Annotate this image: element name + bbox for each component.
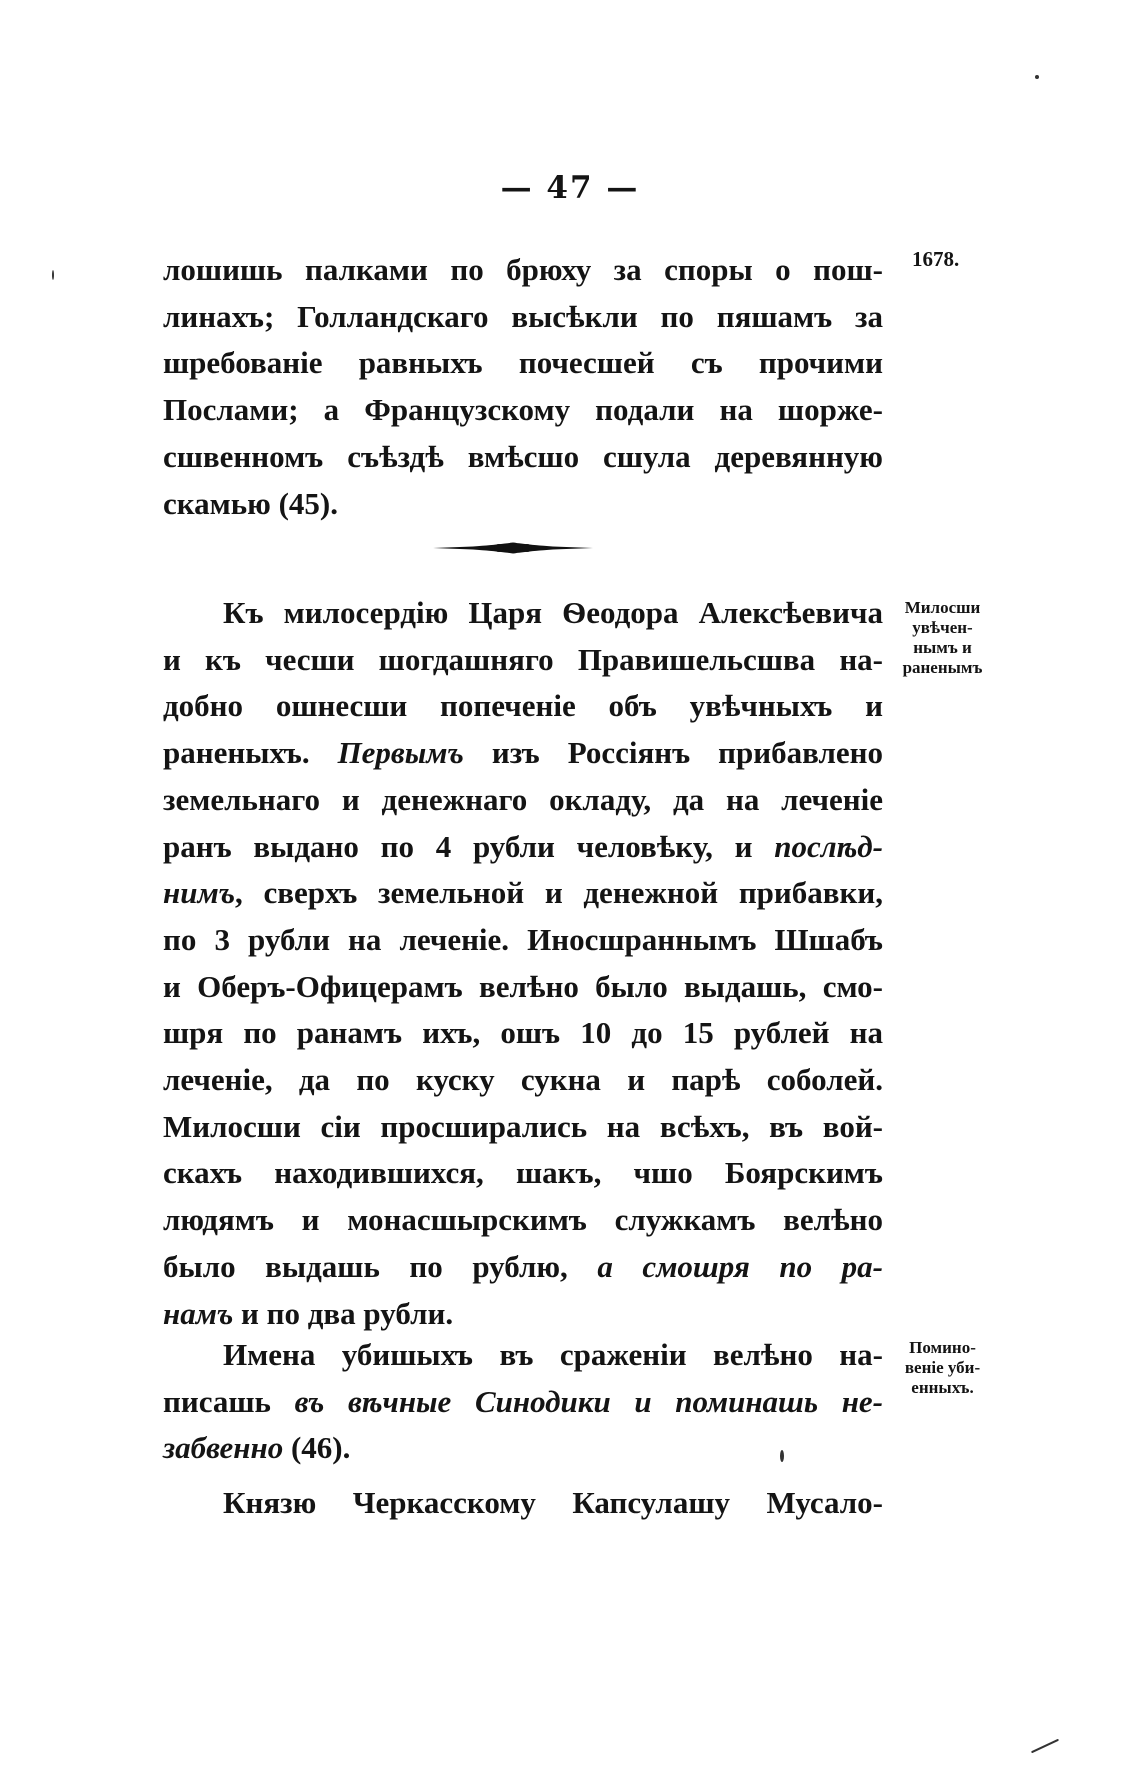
text-line: шребованіе равныхъ почесшей съ прочими (163, 345, 883, 381)
text-span: было выдашь по рублю, (163, 1248, 598, 1284)
paragraph-4 (163, 1480, 883, 1527)
text-line: лошишь палками по брюху за споры о пош- (163, 252, 883, 287)
text-line: по 3 рубли на леченіе. Иносшраннымъ Шшабъ (163, 921, 883, 957)
italic-span: Первымъ (337, 735, 464, 771)
text-line: скамью (45). (163, 485, 338, 521)
text-line: людямъ и монасшырскимъ служкамъ велѣно (163, 1202, 883, 1238)
margin-note-commemoration (895, 1338, 990, 1398)
text-line: линахъ; Голландскаго высѣкли по пяшамъ за (163, 298, 883, 334)
page-number: — 47 — (500, 170, 640, 206)
text-line (163, 1379, 883, 1426)
text-span: и по два рубли. (233, 1295, 454, 1331)
paragraph-2 (163, 590, 883, 1337)
paragraph-1 (163, 247, 883, 527)
scan-speck (52, 270, 54, 280)
text-span: раненыхъ. (163, 735, 338, 771)
text-line: Имена убишыхъ въ сраженіи велѣно на- (223, 1337, 883, 1372)
paragraph-3 (163, 1332, 883, 1472)
text-line: шря по ранамъ ихъ, ошъ 10 до 15 рублей на (163, 1015, 883, 1051)
text-span: , сверхъ земельной и денежной прибавки, (235, 875, 883, 911)
scan-speck (1031, 1739, 1059, 1753)
text-line (163, 1291, 883, 1338)
italic-span: нимъ (163, 875, 236, 911)
italic-span: въ вѣчные Синодики и поминашь не- (294, 1383, 883, 1419)
text-line (163, 1244, 883, 1291)
italic-span: намъ (163, 1295, 234, 1331)
margin-note-line: Поминo- (909, 1338, 976, 1357)
text-span: писашь (163, 1383, 295, 1419)
text-line: и Оберъ-Офицерамъ велѣно было выдашь, смо- (163, 968, 883, 1004)
text-line (163, 730, 883, 777)
italic-span: а смошря по ра- (597, 1248, 883, 1284)
ornament-divider (433, 541, 593, 555)
text-line: Князю Черкасскому Капсулашу Мусало- (223, 1485, 883, 1520)
text-line: земельнаго и денежнаго окладу, да на леченіе (163, 781, 883, 817)
text-line: скахъ находившихся, шакъ, чшо Боярскимъ (163, 1155, 883, 1191)
italic-span: забвенно (163, 1430, 284, 1466)
text-line: леченіе, да по куску сукна и парѣ соболей. (163, 1062, 883, 1098)
text-line (163, 824, 883, 871)
text-span: ранъ выдано по 4 рубли человѣку, и (163, 828, 775, 864)
margin-note-line: раненымъ (902, 658, 983, 677)
scan-speck (780, 1450, 784, 1462)
margin-year: 1678. (912, 247, 960, 271)
scan-speck (1035, 75, 1039, 79)
text-span: (46). (283, 1430, 351, 1466)
text-line: Милосши сіи просширались на всѣхъ, въ вой- (163, 1108, 883, 1144)
text-line: сшвенномъ съѣздѣ вмѣсшо сшула деревянную (163, 438, 883, 474)
text-line: Къ милосердію Царя Ѳеодора Алексѣевича (223, 595, 883, 630)
margin-note-wounded (895, 598, 990, 678)
text-line: Послами; а Французскому подали на шорже- (163, 392, 883, 428)
text-line: и къ чесши шогдашняго Правишельсшва на- (163, 641, 883, 677)
margin-note-line: енныхъ. (911, 1378, 974, 1397)
text-line (163, 1425, 883, 1472)
italic-span: послѣд- (774, 828, 883, 864)
margin-note-line: увѣчен- (912, 618, 973, 637)
text-span: изъ Россіянъ прибавлено (463, 735, 883, 771)
margin-note-line: Милосши (904, 598, 981, 617)
margin-note-line: веніе уби- (904, 1358, 981, 1377)
text-line (163, 870, 883, 917)
margin-note-line: нымъ и (913, 638, 972, 657)
text-line: добно ошнесши попеченіе объ увѣчныхъ и (163, 688, 883, 724)
